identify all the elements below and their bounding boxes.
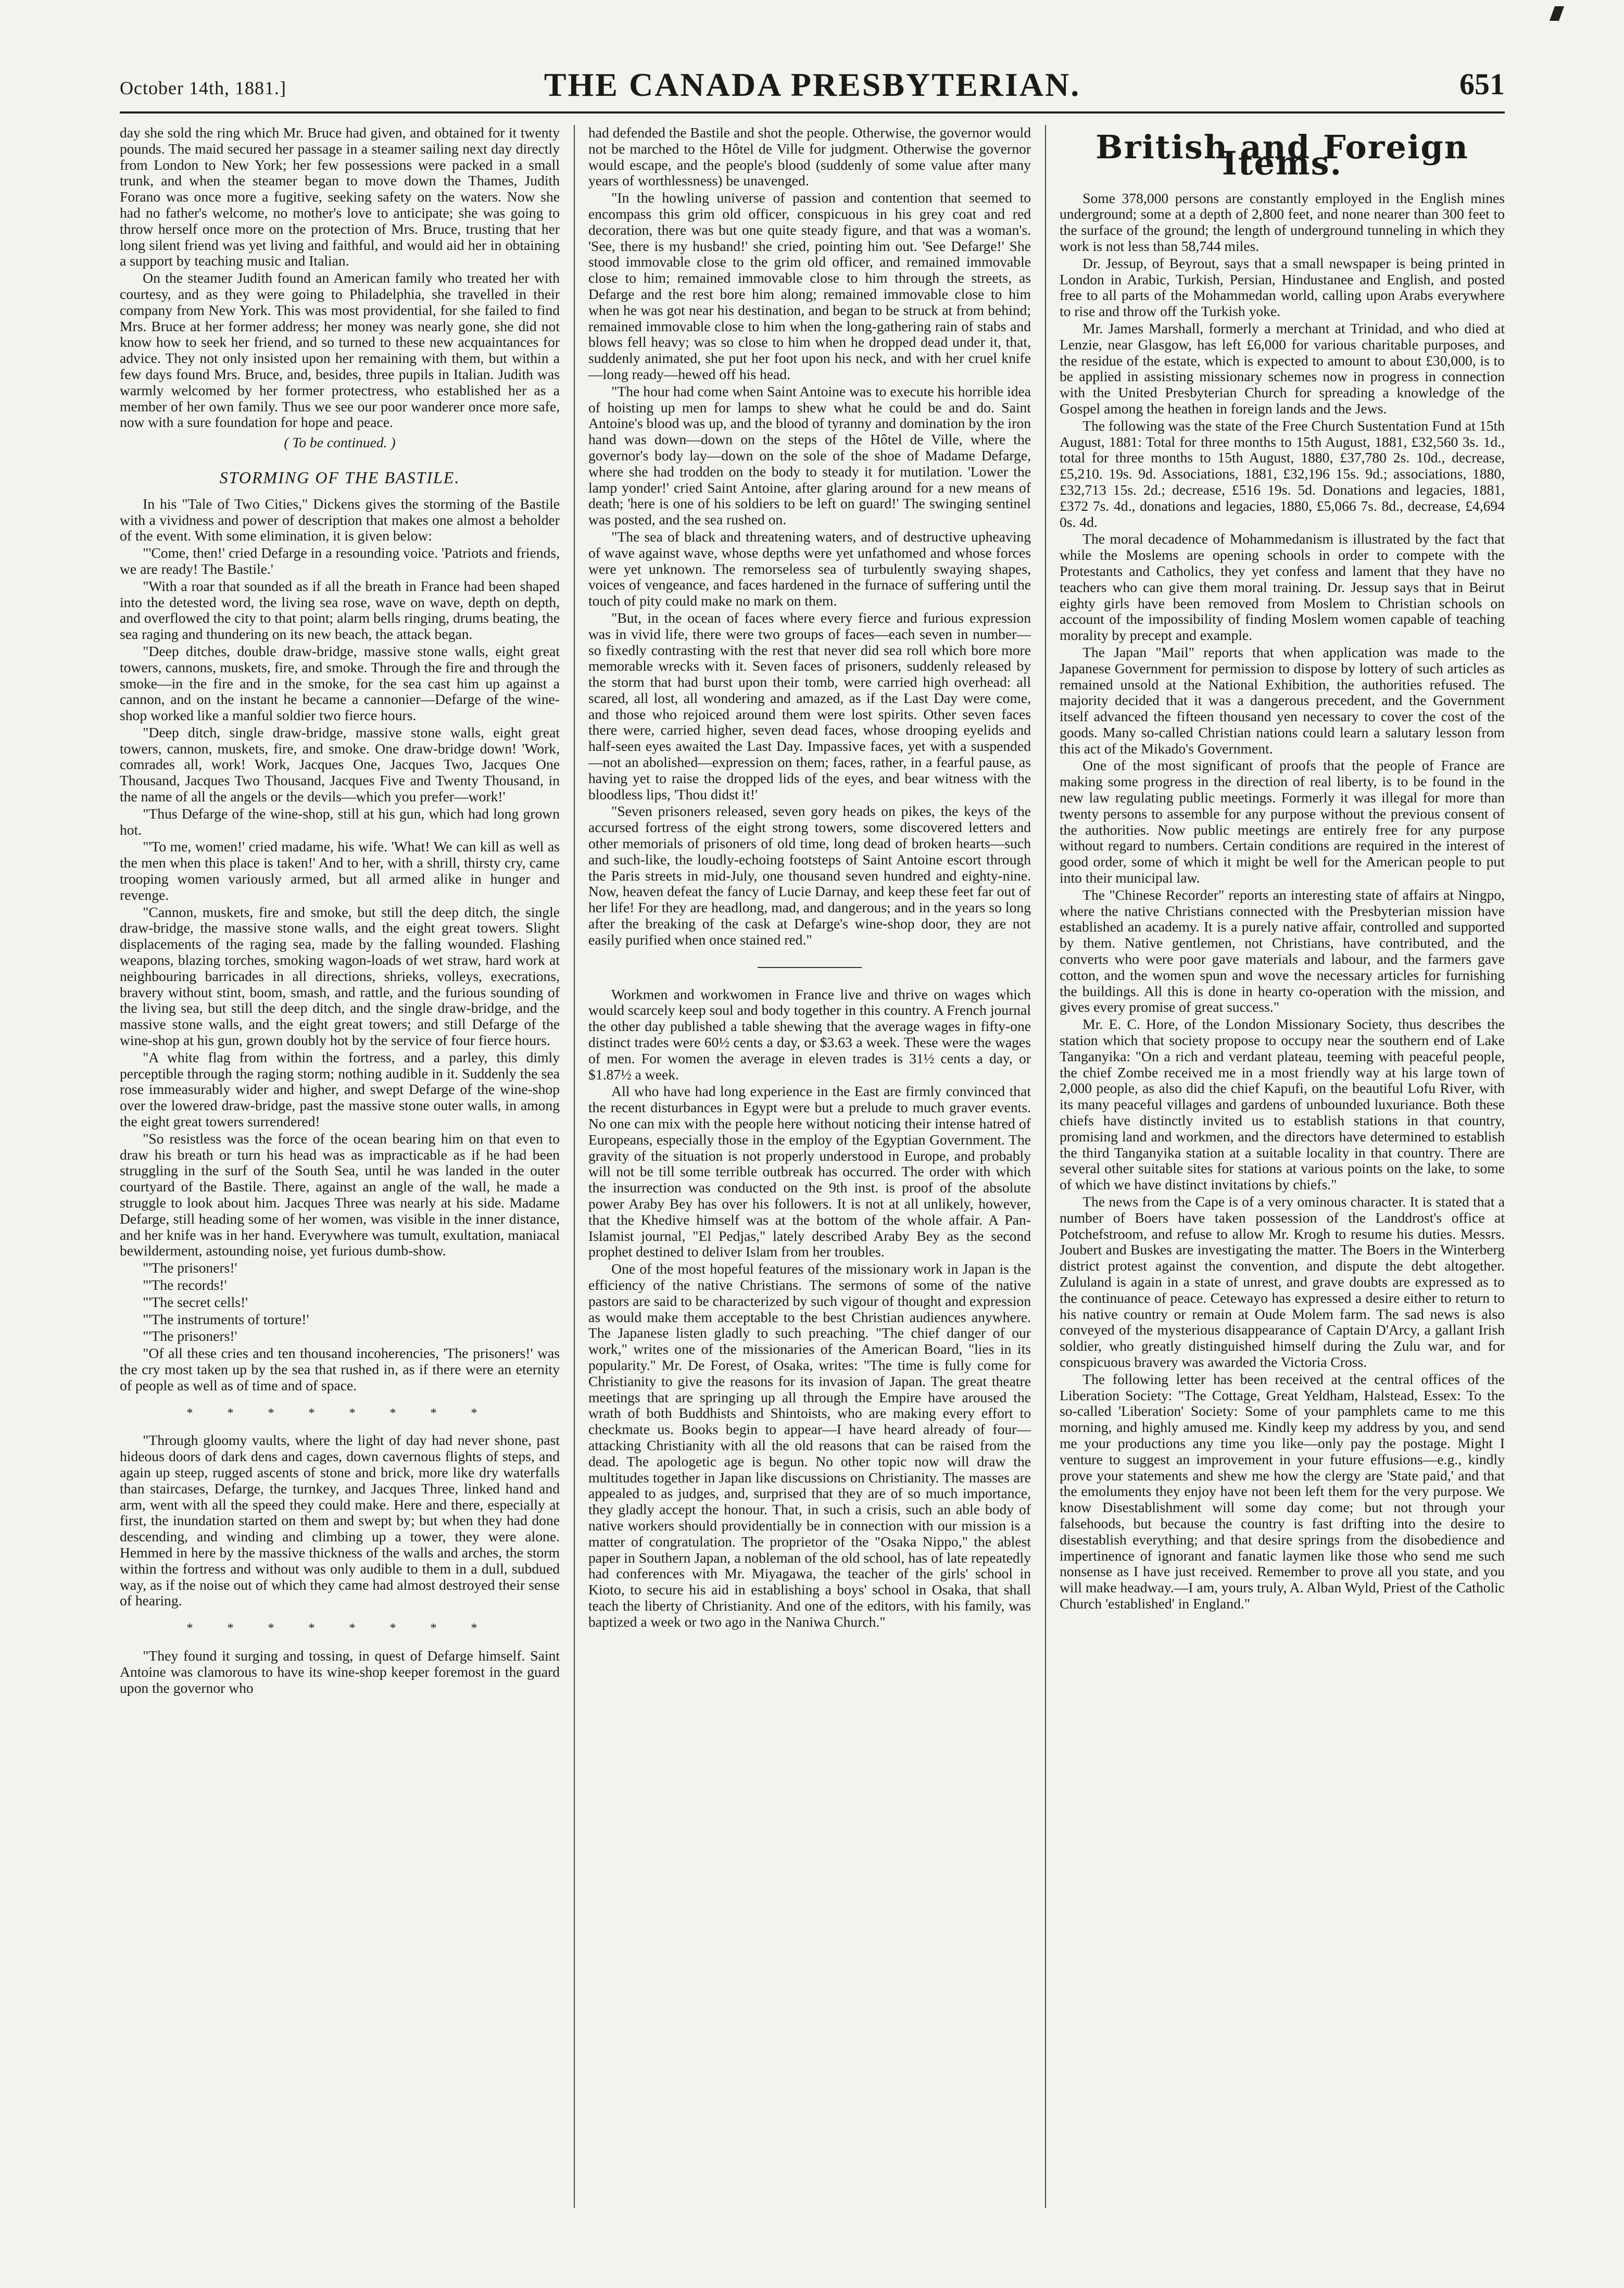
paragraph: "So resistless was the force of the ocean bearing him on that even to draw his breath or turn his head was as impracticable as if he had been struggling in the surf of the South Sea, until he was landed in the outer courtyard of the Bastile. There, against an angle of the wall, he made a struggle to look about him. Jacques Three was nearly at his side. Madame Defarge, still heading some of her women, was visible in the inner distance, and her knife was in her hand. Everywhere was tumult, exultation, maniacal bewilderment, astounding noise, yet furious dumb-show. [120, 1130, 560, 1259]
paragraph: The Japan "Mail" reports that when application was made to the Japanese Government for permission to dispose by lottery of such articles as remained unsold at the National Exhibition, the authorities refused. The majority decided that it was a dangerous precedent, and the Government itself advanced the fifteen thousand yen necessary to cover the cost of the goods. Many so-called Christian nations could learn a salutary lesson from this act of the Mikado's Government. [1060, 644, 1505, 757]
paragraph: "Seven prisoners released, seven gory heads on pikes, the keys of the accursed fortress of the eight strong towers, some discovered letters and other memorials of prisoners of old time, long dead of broken hearts—such and such-like, the loudly-echoing footsteps of Saint Antoine escort through the Paris streets in mid-July, one thousand seven hundred and eighty-nine. Now, heaven defeat the fancy of Lucie Darnay, and keep these feet far out of her life! For they are headlong, mad, and dangerous; and in the years so long after the breaking of the cask at Defarge's wine-shop door, they are not easily purified when once stained red." [588, 803, 1031, 948]
paragraph: "Thus Defarge of the wine-shop, still at his gun, which had long grown hot. [120, 805, 560, 838]
paragraph: "Deep ditch, single draw-bridge, massive stone walls, eight great towers, cannon, muskets, fire, and smoke. One draw-bridge down! 'Work, comrades all, work! Work, Jacques One, Jacques Two, Jacques One Thousand, Jacques Two Thousand, Jacques Five and Twenty Thousand, in the name of all the angels or the devils—which you prefer—work!' [120, 724, 560, 805]
paragraph: Mr. James Marshall, formerly a merchant at Trinidad, and who died at Lenzie, near Glasgow, has left £6,000 for various charitable purposes, and the residue of the estate, which is expected to amount to about £30,000, is to be applied in assisting missionary schemes now in progress in connection with the United Presbyterian Church for spreading a knowledge of the Gospel among the heathen in foreign lands and the Jews. [1060, 320, 1505, 417]
section-stars: * * * * * * * * [186, 1621, 493, 1636]
paragraph: Some 378,000 persons are constantly employed in the English mines underground; some at a depth of 2,800 feet, and none nearer than 300 feet to the surface of the ground; the length of underground tunneling in which they work is not less than 58,744 miles. [1060, 190, 1505, 254]
paragraph: "But, in the ocean of faces where every fierce and furious expression was in vivid life, there were two groups of faces—each seven in number—so fixedly contrasting with the rest that never did sea roll which bore more memorable wrecks with it. Seven faces of prisoners, suddenly released by the storm that had burst upon their tomb, were carried high overhead: all scared, all lost, all wondering and amazed, as if the Last Day were come, and those who rejoiced around them were lost spirits. Other seven faces there were, carried higher, seven dead faces, whose drooping eyelids and half-seen eyes awaited the Last Day. Impassive faces, yet with a suspended—not an abolished—expression on them; faces, rather, in a fearful pause, as having yet to raise the dropped lids of the eyes, and bear witness with the bloodless lips, 'Thou didst it!' [588, 609, 1031, 802]
column-divider [574, 125, 575, 2208]
masthead-title: THE CANADA PRESBYTERIAN. [544, 66, 1081, 103]
paragraph: "Cannon, muskets, fire and smoke, but still the deep ditch, the single draw-bridge, the massive stone walls, and the eight great towers. Slight displacements of the raging sea, made by the falling wounded. Flashing weapons, blazing torches, smoking wagon-loads of wet straw, hard work at neighbouring barricades in all directions, shrieks, volleys, execrations, bravery without stint, boom, smash, and rattle, and the furious sounding of the living sea, but still the deep ditch, and the single draw-bridge, and the massive stone walls, and the eight great towers; and still Defarge of the wine-shop at his gun, grown doubly hot by the service of four fierce hours. [120, 903, 560, 1049]
paragraph: "'The prisoners!' [143, 1260, 237, 1276]
paragraph: The following letter has been received at the central offices of the Liberation Society: "The Cottage, Great Yeldham, Halstead, Essex: To the so-called 'Liberation' Society: Some of your pamphlets came to me this morning, and highly amused me. Kindly keep my address by you, and send me your productions any time you like—only pay the postage. Might I venture to suggest an improvement in your future effusions—e.g., kindly prove your statements and shew me how the clergy are 'State paid,' and that the emoluments they enjoy have not been left them for the very purpose. We know Disestablishment will some day come; but not through your falsehoods, but because the country is fast drifting into the desire to disestablish everything; and that desire springs from the disobedience and impertinence of ignorant and fanatic laymen like those who send me such nonsense as I have just received. Remember to prove all you state, and you will make headway.—I am, yours truly, A. Alban Wyld, Priest of the Catholic Church 'established' in England." [1060, 1371, 1505, 1612]
paragraph: "They found it surging and tossing, in quest of Defarge himself. Saint Antoine was clamorous to have its wine-shop keeper foremost in the guard upon the governor who [120, 1647, 560, 1696]
paragraph: "'The records!' [143, 1276, 227, 1293]
paragraph: "'Come, then!' cried Defarge in a resounding voice. 'Patriots and friends, we are ready! The Bastile.' [120, 545, 560, 577]
paragraph: All who have had long experience in the East are firmly convinced that the recent disturbances in Egypt were but a prelude to much graver events. No one can mix with the people here without noticing their intense hatred of Europeans, especially those in the employ of the Egyptian Government. The gravity of the situation is not properly understood in Europe, and probably will not be till some terrible outbreak has occurred. The order with which the insurrection was conducted on the 9th inst. is proof of the absolute power Araby Bey has over his followers. It is not at all unlikely, however, that the Khedive himself was at the bottom of the whole affair. A Pan-Islamist journal, "El Pedjas," lately described Araby Bey as the second prophet destined to deliver Islam from her troubles. [588, 1083, 1031, 1260]
column-2 [588, 125, 1031, 2239]
column-divider [1045, 125, 1046, 2208]
issue-date: October 14th, 1881.] [120, 78, 286, 98]
paragraph: had defended the Bastile and shot the people. Otherwise, the governor would not be marched to the Hôtel de Ville for judgment. Otherwise the governor would escape, and the people's blood (suddenly of some value after many years of worthlessness) be unavenged. [588, 125, 1031, 189]
section-title: British and Foreign Items. [1096, 128, 1469, 182]
paragraph: "'The prisoners!' [143, 1328, 237, 1344]
paragraph: "'The secret cells!' [143, 1293, 248, 1310]
paragraph: "'To me, women!' cried madame, his wife. 'What! We can kill as well as the men when this place is taken!' And to her, with a shrill, thirsty cry, came trooping women variously armed, but all armed alike in hunger and revenge. [120, 838, 560, 903]
paragraph: "The hour had come when Saint Antoine was to execute his horrible idea of hoisting up men for lamps to shew what he could be and do. Saint Antoine's blood was up, and the blood of tyranny and domination by the iron hand was down—down on the steps of the Hôtel de Ville, where the governor's body lay—down on the sole of the shoe of Madame Defarge, where she had trodden on the body to steady it for mutilation. 'Lower the lamp yonder!' cried Saint Antoine, after glaring around for a new means of death; 'here is one of his soldiers to be left on guard!' The swinging sentinel was posted, and the sea rushed on. [588, 383, 1031, 528]
paragraph: "Through gloomy vaults, where the light of day had never shone, past hideous doors of dark dens and cages, down cavernous flights of steps, and again up steep, rugged ascents of stone and brick, more like dry waterfalls than staircases, Defarge, the turnkey, and Jacques Three, linked hand and arm, went with all the speed they could make. Here and there, especially at first, the inundation started on them and swept by; but when they had done descending, and winding and climbing up a tower, they were alone. Hemmed in here by the massive thickness of the walls and arches, the storm within the fortress and without was only audible to them in a dull, subdued way, as if the noise out of which they came had almost destroyed their sense of hearing. [120, 1432, 560, 1609]
paragraph: On the steamer Judith found an American family who treated her with courtesy, and as they were going to Philadelphia, she travelled in their company from New York. This was most providential, for she failed to find Mrs. Bruce at her former address; her money was nearly gone, she did not know how to seek her friend, and so turned to these new acquaintances for advice. They not only insisted upon her remaining with them, but within a few days found Mrs. Bruce, and, besides, three pupils in Italian. Judith was warmly welcomed by her former protectress, who established her as a member of her own family. Thus we see our poor wanderer once more safe, now with a sure foundation for hope and peace. [120, 270, 560, 431]
page-number: 651 [1459, 67, 1505, 101]
paragraph: "Deep ditches, double draw-bridge, massive stone walls, eight great towers, cannons, muskets, fire, and smoke. Through the fire and through the smoke—in the fire and in the smoke, for the sea cast him up against a cannon, and on the instant he became a cannonier—Defarge of the wine-shop worked like a manful soldier two fierce hours. [120, 643, 560, 724]
paragraph: "With a roar that sounded as if all the breath in France had been shaped into the detested word, the living sea rose, wave on wave, depth on depth, and overflowed the city to that point; alarm bells ringing, drums beating, the sea raging and thundering on its new beach, the attack began. [120, 577, 560, 643]
paragraph: Workmen and workwomen in France live and thrive on wages which would scarcely keep soul and body together in this country. A French journal the other day published a table shewing that the average wages in fifty-one distinct trades were 60½ cents a day, or $3.63 a week. These were the wages of men. For women the average in eleven trades is 31½ cents a day, or $1.87½ a week. [588, 986, 1031, 1083]
paragraph: One of the most significant of proofs that the people of France are making some progress in the direction of real liberty, is to be found in the new law regulating public meetings. Formerly it was illegal for more than twenty persons to assemble for any purpose without the previous consent of the authorities. Now public meetings are entirely free for any purpose without regard to numbers. Certain conditions are required in the interest of good order, some of which it might be well for the American people to put into their municipal law. [1060, 757, 1505, 886]
to-be-continued: ( To be continued. ) [284, 434, 396, 451]
paragraph: In his "Tale of Two Cities," Dickens gives the storming of the Bastile with a vividness and power of description that makes one almost a beholder of the event. With some elimination, it is given below: [120, 495, 560, 544]
paragraph: "Of all these cries and ten thousand incoherencies, 'The prisoners!' was the cry most taken up by the sea that rushed in, as if there were an eternity of people as well as of time and of space. [120, 1345, 560, 1393]
article-divider [758, 967, 862, 968]
paragraph: The moral decadence of Mohammedanism is illustrated by the fact that while the Moslems are opening schools in order to compete with the Protestants and Catholics, they yet confess and lament that they have no teachers who can give them moral training. Dr. Jessup says that in Beirut eighty girls have been removed from Moslem to Christian schools on account of the impossibility of finding Moslem women capable of teaching morality by precept and example. [1060, 531, 1505, 644]
column-1 [120, 125, 560, 2239]
header-rule [120, 111, 1505, 114]
ink-mark [1550, 6, 1564, 21]
paragraph: "The sea of black and threatening waters, and of destructive upheaving of wave against wave, whose depths were yet unfathomed and whose forces were yet unknown. The remorseless sea of turbulently swaying shapes, voices of vengeance, and faces hardened in the furnace of suffering until the touch of pity could make no mark on them. [588, 528, 1031, 609]
paragraph: The news from the Cape is of a very ominous character. It is stated that a number of Boers have taken possession of the Landdrost's office at Potchefstroom, and refuse to allow Mr. Krogh to resume his duties. Messrs. Joubert and Buskes are investigating the matter. The Boers in the Winterberg district protest against the convention, and dispute the debt altogether. Zululand is again in a state of unrest, and grave doubts are expressed as to the continuance of peace. Cetewayo has expressed a desire either to return to his native country or remain at Oude Molem farm. The sad news is also conveyed of the mysterious disappearance of Captain D'Arcy, a gallant Irish soldier, who greatly distinguished himself during the Zulu war, and for conspicuous bravery was awarded the Victoria Cross. [1060, 1193, 1505, 1370]
paragraph: Dr. Jessup, of Beyrout, says that a small newspaper is being printed in London in Arabic, Turkish, Persian, Hindustanee and English, and posted free to all parts of the Mohammedan world, calling upon Arabs everywhere to rise and throw off the Turkish yoke. [1060, 255, 1505, 320]
paragraph: "A white flag from within the fortress, and a parley, this dimly perceptible through the raging storm; nothing audible in it. Suddenly the sea rose immeasurably wider and higher, and swept Defarge of the wine-shop over the lowered draw-bridge, past the massive stone outer walls, in among the eight great towers surrendered! [120, 1049, 560, 1130]
paragraph: "'The instruments of torture!' [143, 1311, 309, 1327]
paragraph: day she sold the ring which Mr. Bruce had given, and obtained for it twenty pounds. The maid secured her passage in a steamer sailing next day directly from London to New York; her few possessions were packed in a small trunk, and when the steamer began to move down the Thames, Judith Forano was once more a fugitive, seeking safety on the waters. Now she had no father's welcome, no mother's love to anticipate; she was going to throw herself once more on the protection of Mrs. Bruce, trusting that her long silent friend was yet living and faithful, and would aid her in obtaining a support by teaching music and Italian. [120, 125, 560, 269]
article-heading: STORMING OF THE BASTILE. [219, 468, 460, 487]
paragraph: "In the howling universe of passion and contention that seemed to encompass this grim old officer, conspicuous in his grey coat and red decoration, there was but one quite steady figure, and that was a woman's. 'See, there is my husband!' she cried, pointing him out. 'See Defarge!' She stood immovable close to the grim old officer, and remained immovable close to him; remained immovable close to him through the streets, as Defarge and the rest bore him along; remained immovable close to him when he was got near his destination, and began to be struck at from behind; remained immovable close to him when the long-gathering rain of stabs and blows fell heavy; was so close to him when he dropped dead under it, that, suddenly animated, she put her foot upon his neck, and with her cruel knife—long ready—hewed off his head. [588, 190, 1031, 382]
paragraph: Mr. E. C. Hore, of the London Missionary Society, thus describes the station which that society propose to occupy near the southern end of Lake Tanganyika: "On a rich and verdant plateau, teeming with peaceful people, the chief Zombe received me in a most friendly way at his large town of 2,000 people, as also did the chief Kapufi, on the beautiful Lofu River, with its many peaceful villages and gardens of unbounded luxuriance. Both these chiefs have distinctly invited us to establish stations in that country, promising land and workmen, and the directors have determined to establish the third Tanganyika station at a suitable locality in that country. There are several other suitable sites for stations at various points on the lake, to some of which we have distinct invitations by chiefs." [1060, 1016, 1505, 1193]
page-header [120, 61, 1505, 108]
paragraph: The following was the state of the Free Church Sustentation Fund at 15th August, 1881: Total for three months to 15th August, 1881, £32,560 3s. 1d., total for three months to 15th August, 1880, £37,780 2s. 10d., decrease, £5,210. 19s. 9d. Associations, 1881, £32,196 15s. 9d.; associations, 1880, £32,713 15s. 2d.; decrease, £516 19s. 5d. Donations and legacies, 1881, £372 7s. 4d., donations and legacies, 1880, £5,066 7s. 8d., decrease, £4,694 0s. 4d. [1060, 417, 1505, 530]
section-stars: * * * * * * * * [186, 1406, 493, 1420]
column-3 [1060, 125, 1505, 2239]
paragraph: One of the most hopeful features of the missionary work in Japan is the efficiency of the native Christians. The sermons of some of the native pastors are said to be characterized by such vigour of thought and expression as would make them acceptable to the best Christian audiences anywhere. The Japanese listen gladly to such preaching. "The chief danger of our work," writes one of the missionaries of the American Board, "lies in its popularity." Mr. De Forest, of Osaka, writes: "The time is fully come for Christianity to give the reasons for its invasion of Japan. The great theatre meetings that are springing up all through the Empire have aroused the wrath of both Buddhists and Shintoists, who are making every effort to checkmate us. Books begin to appear—I have heard already of four—attacking Christianity with all the old reasons that can be raised from the dead. The apologetic age is begun. No other topic now will draw the multitudes together in Japan like discussions on Christianity. The masses are appealed to as judges, and, surprised that they are of so much importance, they gladly accept the honour. That, in such a crisis, such an able body of native workers should providentially be in connection with our mission is a matter of congratulation. The proprietor of the "Osaka Nippo," the ablest paper in Southern Japan, a nobleman of the old school, has of late repeatedly had conferences with Mr. Miyagawa, the teacher of the girls' school in Kioto, to secure his aid in establishing a boys' school in Osaka, that shall teach the liberty of Christianity. And one of the editors, with his family, was baptized a week or two ago in the Naniwa Church." [588, 1261, 1031, 1630]
paragraph: The "Chinese Recorder" reports an interesting state of affairs at Ningpo, where the native Christians connected with the Presbyterian mission have established an academy. It is a purely native affair, controlled and supported by them. Native gentlemen, not Christians, have contributed, and the converts who were poor gave materials and labour, and the farmers gave cotton, and the women spun and wove the necessary articles for furnishing the buildings. All this is done in hearty co-operation with the mission, and gives every promise of great success." [1060, 886, 1505, 1015]
